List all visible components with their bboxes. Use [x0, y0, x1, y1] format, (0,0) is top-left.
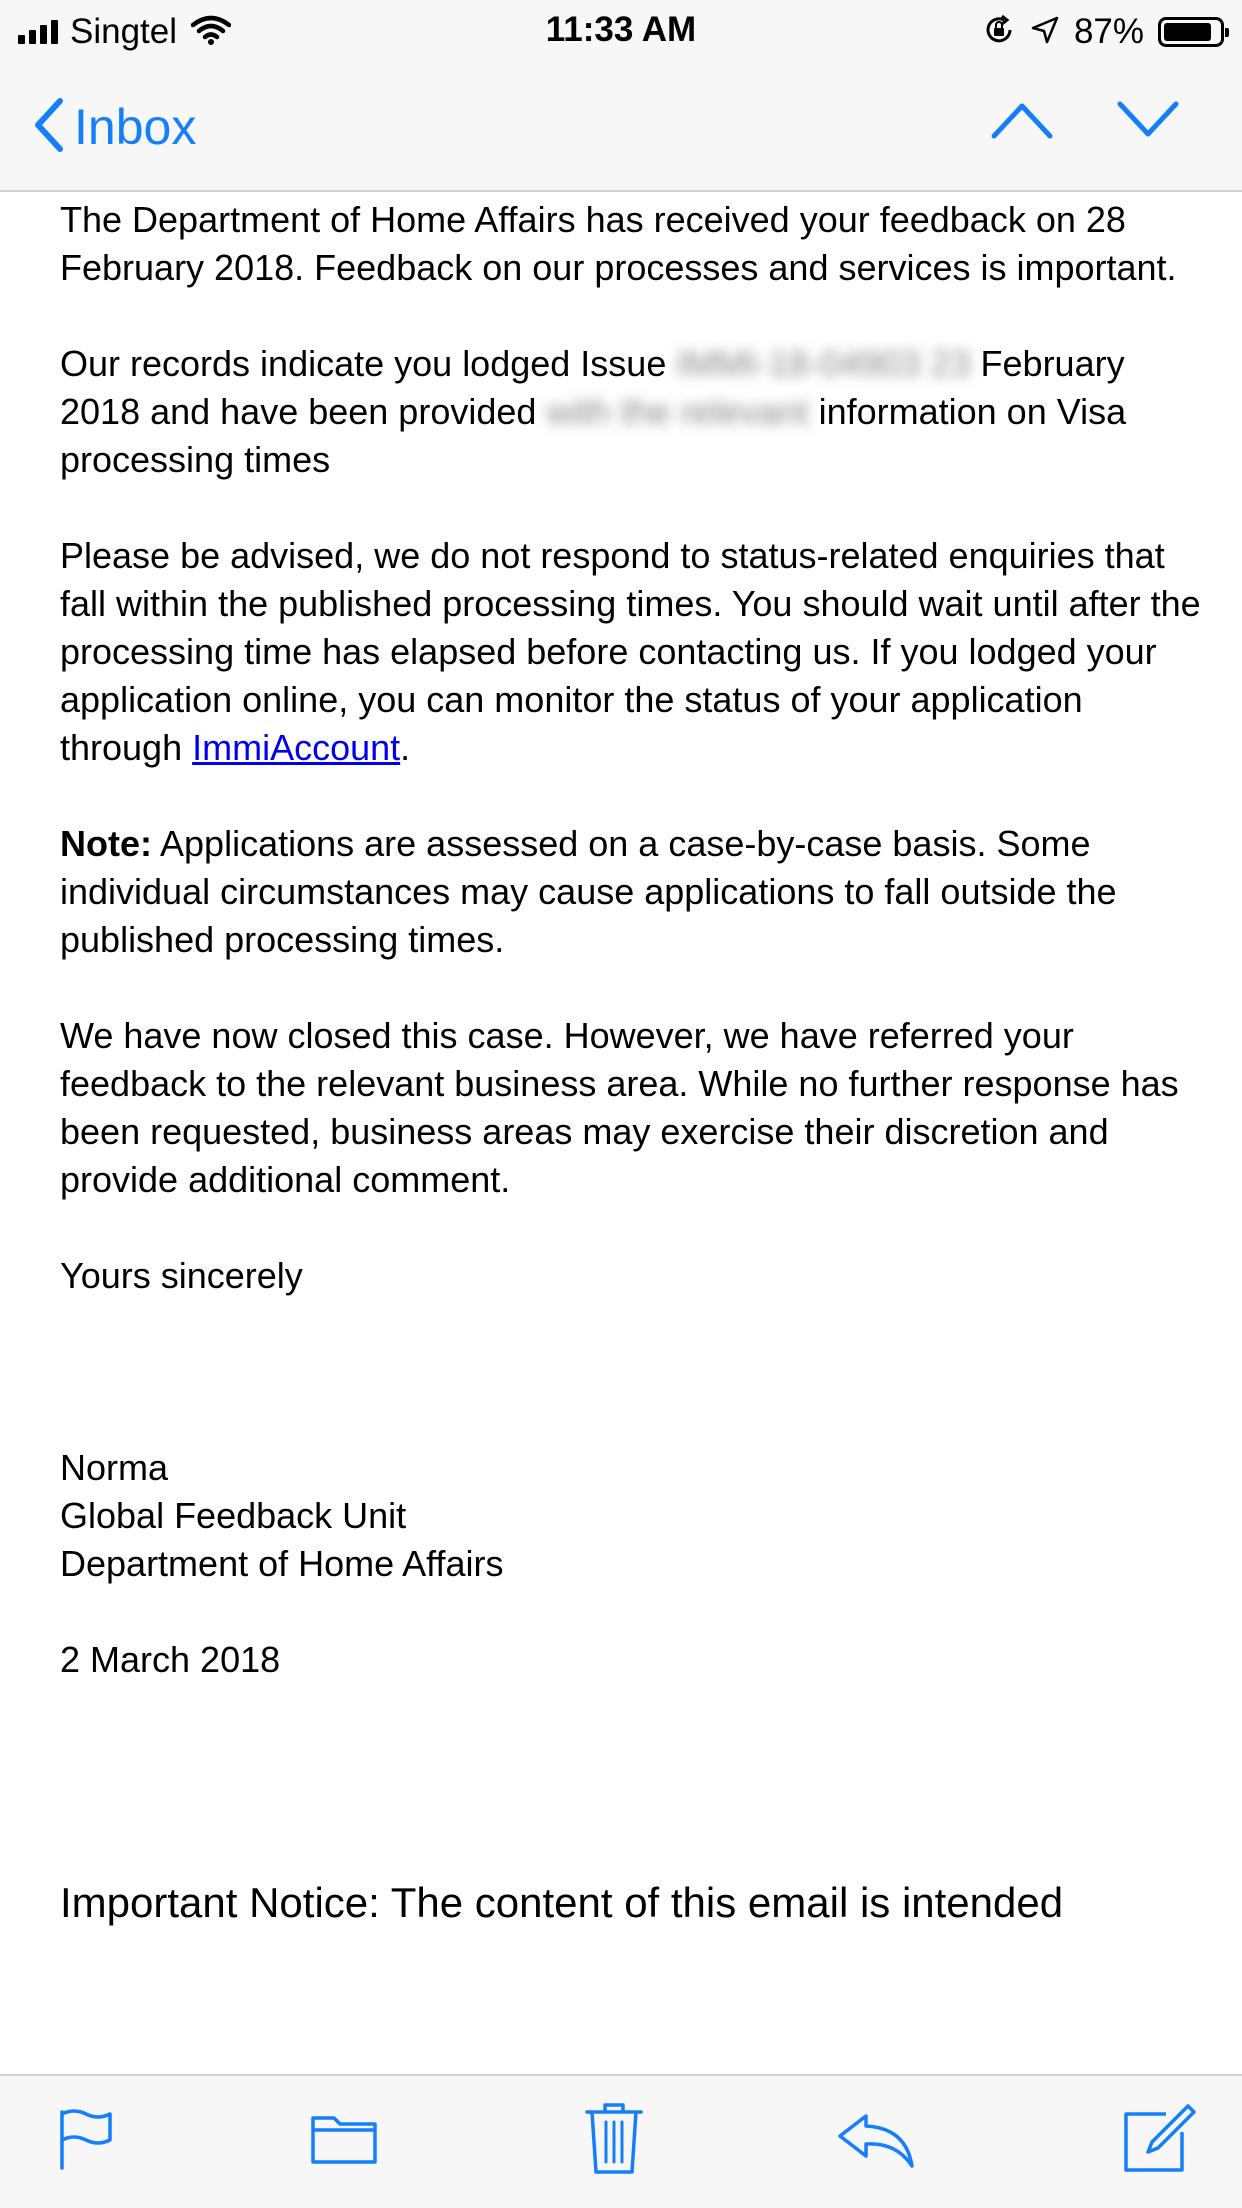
- back-to-inbox-button[interactable]: [34, 94, 196, 160]
- email-signature: [60, 1444, 1210, 1684]
- signature-unit: Global Feedback Unit: [60, 1495, 407, 1536]
- flag-button[interactable]: [56, 2106, 116, 2175]
- battery-fill: [1164, 23, 1211, 41]
- redacted-text: with the relevant: [546, 391, 809, 432]
- email-paragraph-received: The Department of Home Affairs has received your feedback on 28 February 2018. Feedback on our processes and services is important.: [60, 199, 1177, 288]
- email-paragraph-advice: [60, 532, 1210, 772]
- carrier-name: Singtel: [70, 12, 178, 51]
- reply-icon: [836, 2155, 916, 2172]
- note-label: Note:: [60, 823, 152, 864]
- compose-icon: [1122, 2161, 1198, 2178]
- back-button-label: Inbox: [74, 99, 197, 155]
- records-text-end: information on Visa processing times: [60, 391, 1127, 480]
- advice-text: Please be advised, we do not respond to status-related enquiries that fall within the published processing times. You should wait until after the processing time has elapsed before contacting us. If you lodged your application online, you can monitor the status of your application through: [60, 535, 1201, 768]
- email-closing: Yours sincerely: [60, 1255, 303, 1296]
- location-arrow-icon: [1030, 15, 1060, 50]
- signature-department: Department of Home Affairs: [60, 1543, 504, 1584]
- battery-icon: [1158, 17, 1224, 47]
- delete-button[interactable]: [584, 2100, 644, 2181]
- bottom-toolbar: [0, 2074, 1242, 2208]
- advice-text-end: .: [400, 727, 411, 768]
- battery-percentage: 87%: [1073, 12, 1144, 51]
- move-to-folder-button[interactable]: [310, 2106, 378, 2171]
- next-message-button[interactable]: [1116, 100, 1180, 145]
- status-bar: [0, 0, 1242, 64]
- signature-name: Norma: [60, 1447, 169, 1488]
- previous-message-button[interactable]: [990, 100, 1054, 145]
- records-text-start: Our records indicate you lodged Issue: [60, 343, 667, 384]
- orientation-lock-icon: [982, 13, 1016, 52]
- records-text-middle: February 2018 and have been provided: [60, 343, 1125, 432]
- signature-spacer: [60, 1300, 1210, 1444]
- important-notice: Important Notice: The content of this email is intended: [60, 1879, 1064, 1926]
- folder-icon: [310, 2153, 378, 2170]
- note-text: Applications are assessed on a case-by-case basis. Some individual circumstances may cause applications to fall outside the published processing times.: [60, 823, 1117, 960]
- chevron-up-icon: [990, 127, 1054, 144]
- chevron-down-icon: [1116, 127, 1180, 144]
- navigation-bar: [0, 64, 1242, 192]
- chevron-left-icon: [34, 97, 64, 158]
- immiaccount-link[interactable]: ImmiAccount: [192, 727, 401, 768]
- email-paragraph-records: [60, 340, 1210, 484]
- notice-spacer: [60, 1684, 1210, 1876]
- status-bar-right: [982, 10, 1224, 54]
- email-paragraph-note: [60, 820, 1210, 964]
- email-paragraph-closed: We have now closed this case. However, we have referred your feedback to the relevant business area. While no further response has been requested, business areas may exercise their discretion and provide additional comment.: [60, 1015, 1179, 1200]
- reply-button[interactable]: [836, 2112, 916, 2173]
- email-date: 2 March 2018: [60, 1639, 281, 1680]
- email-body[interactable]: [60, 196, 1210, 2076]
- trash-icon: [584, 2163, 644, 2180]
- redacted-issue-number: IMMI-18-04903 23: [676, 343, 971, 384]
- compose-button[interactable]: [1122, 2102, 1198, 2179]
- flag-icon: [56, 2157, 116, 2174]
- status-time: 11:33 AM: [545, 10, 697, 49]
